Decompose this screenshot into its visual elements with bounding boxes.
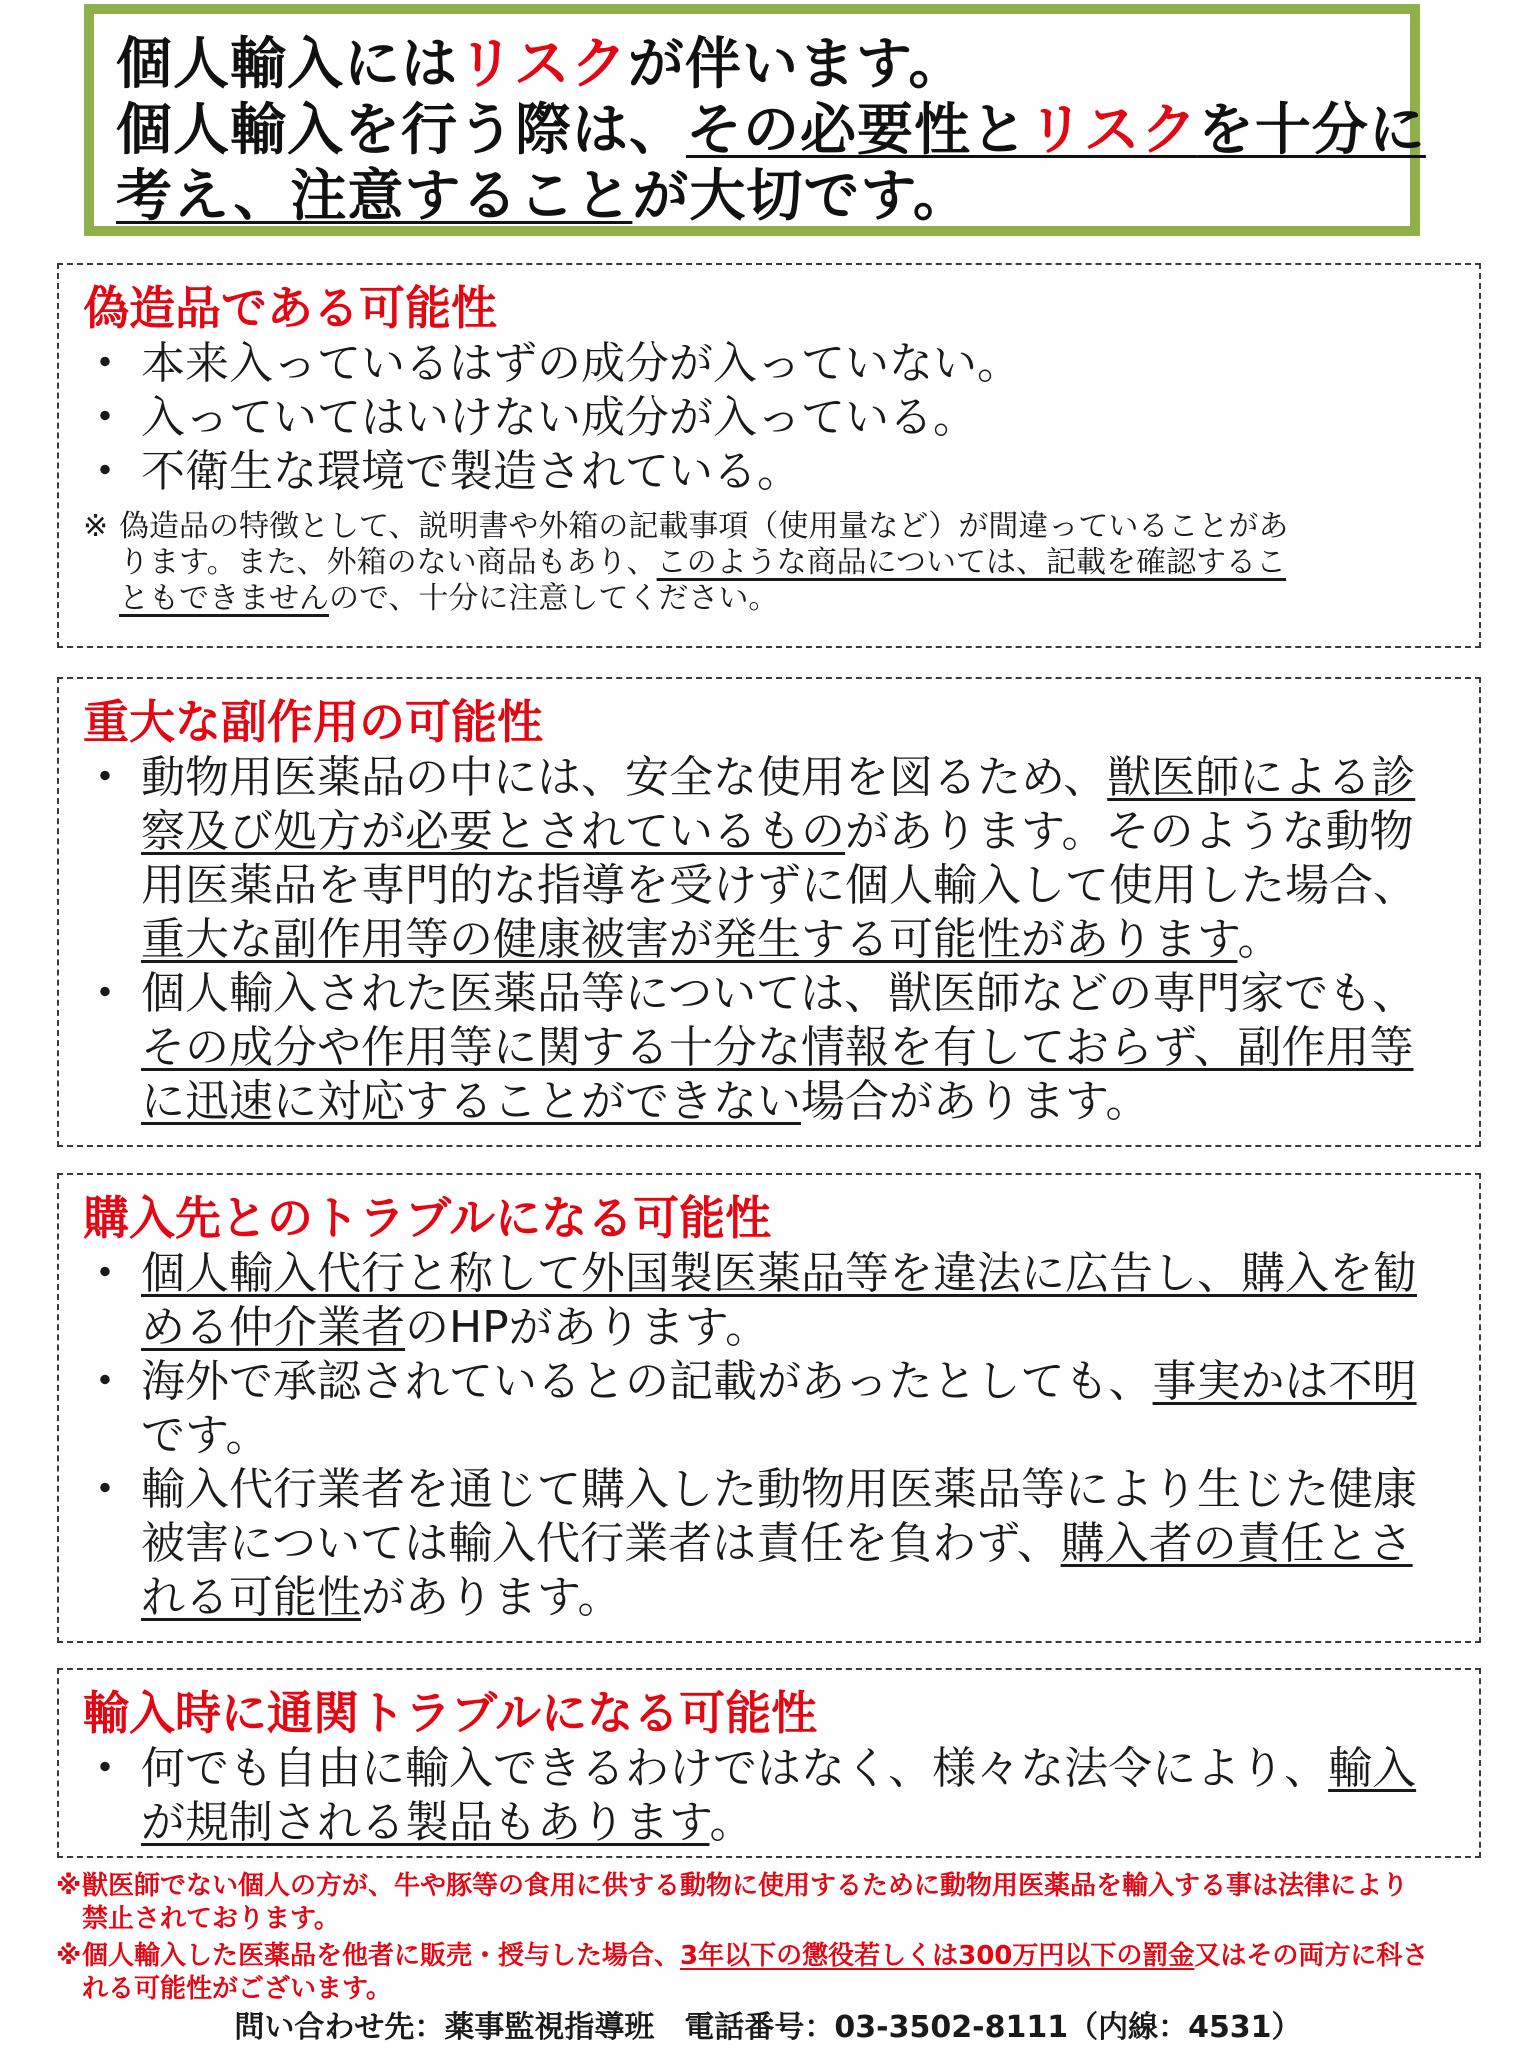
footnote-2: ※ 個人輸入した医薬品を他者に販売・授与した場合、3年以下の懲役若しくは300万円以下の罰金又はその両方に科さ れる可能性がございます。 <box>56 1940 1496 2006</box>
counterfeit-note: ※ 偽造品の特徴として、説明書や外箱の記載事項（使用量など）が間違っていることがあ ります。また、外箱のない商品もあり、このような商品については、記載を確認するこ ともできませんので、十分に注意してください。 <box>83 509 1459 617</box>
list-item: ・ 不衛生な環境で製造されている。 <box>83 445 1459 499</box>
contact-info: 問い合わせ先：薬事監視指導班 電話番号：03-3502-8111（内線：4531） <box>234 2010 1302 2045</box>
header-line-2: 個人輸入を行う際は、その必要性とリスクを十分に <box>116 98 1426 163</box>
list-item: ・ 本来入っているはずの成分が入っていない。 <box>83 337 1459 391</box>
section-customs-trouble <box>57 1668 1481 1858</box>
list-item: ・ 海外で承認されているとの記載があったとしても、事実かは不明 です。 <box>83 1355 1459 1463</box>
list-item: ・ 個人輸入された医薬品等については、獣医師などの専門家でも、 その成分や作用等に関する十分な情報を有しておらず、副作用等 に迅速に対応することができない場合があります。 <box>83 967 1459 1129</box>
section-title: 偽造品である可能性 <box>83 281 497 335</box>
section-side-effects <box>57 677 1481 1147</box>
list-item: ・ 入っていてはいけない成分が入っている。 <box>83 391 1459 445</box>
list-item: ・ 動物用医薬品の中には、安全な使用を図るため、獣医師による診 察及び処方が必要とされているものがあります。そのような動物 用医薬品を専門的な指導を受けずに個人輸入して使用した場合、 重大な副作用等の健康被害が発生する可能性があります。 <box>83 751 1459 967</box>
section-title: 輸入時に通関トラブルになる可能性 <box>83 1686 818 1740</box>
list-item: ・ 何でも自由に輸入できるわけではなく、様々な法令により、輸入 が規制される製品もあります。 <box>83 1742 1459 1850</box>
legal-footnotes <box>56 1870 1496 2006</box>
header-line-3: 考え、注意することが大切です。 <box>116 164 970 229</box>
header-notice-box <box>84 4 1426 236</box>
section-title: 重大な副作用の可能性 <box>83 695 543 749</box>
list-item: ・ 輸入代行業者を通じて購入した動物用医薬品等により生じた健康 被害については輸入代行業者は責任を負わず、購入者の責任とさ れる可能性があります。 <box>83 1463 1459 1625</box>
header-line-1: 個人輸入にはリスクが伴います。 <box>116 32 966 97</box>
section-counterfeit <box>57 263 1481 648</box>
footnote-1: ※ 獣医師でない個人の方が、牛や豚等の食用に供する動物に使用するために動物用医薬品を輸入する事は法律により 禁止されております。 <box>56 1870 1496 1936</box>
section-seller-trouble <box>57 1173 1481 1643</box>
section-title: 購入先とのトラブルになる可能性 <box>83 1191 772 1245</box>
list-item: ・ 個人輸入代行と称して外国製医薬品等を違法に広告し、購入を勧 める仲介業者のHPがあります。 <box>83 1247 1459 1355</box>
